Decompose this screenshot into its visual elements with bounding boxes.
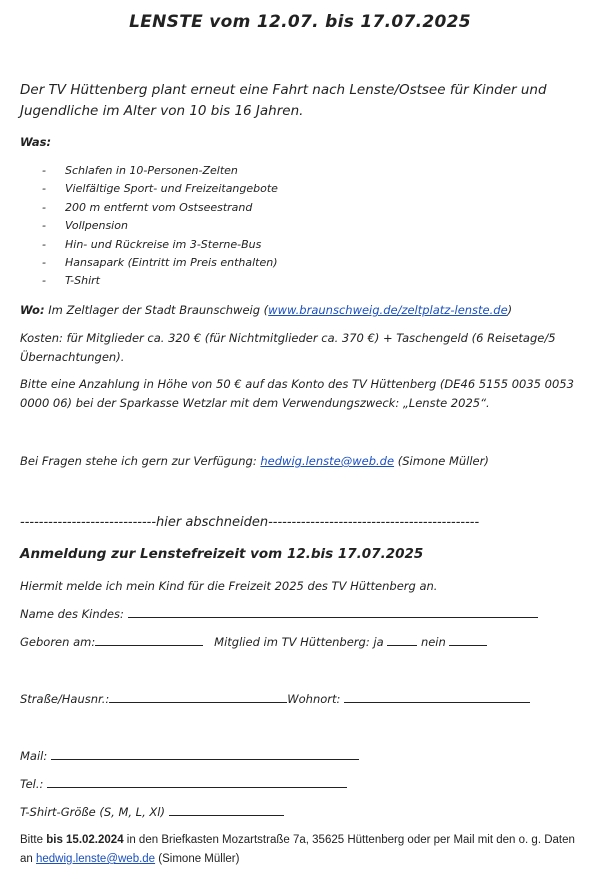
list-item: - Vollpension <box>20 217 278 235</box>
mitglied-label: Mitglied im TV Hüttenberg: ja <box>214 635 384 649</box>
divider-label: hier abschneiden <box>156 515 269 530</box>
wo-text: Im Zeltlager der Stadt Braunschweig ( <box>48 303 269 317</box>
dash-bullet: - <box>42 182 46 196</box>
dash-bullet: - <box>42 255 46 269</box>
strasse-label: Straße/Hausnr.: <box>20 692 110 706</box>
fragen-name: (Simone Müller) <box>394 454 489 468</box>
divider-dashes-right: --------------------------------------------- <box>268 515 480 530</box>
was-list <box>20 162 278 291</box>
tshirt-label: T-Shirt-Größe (S, M, L, Xl) <box>20 805 165 819</box>
page-title: LENSTE vom 12.07. bis 17.07.2025 <box>129 12 471 32</box>
wo-end: ) <box>507 303 513 317</box>
deadline: bis 15.02.2024 <box>46 834 124 846</box>
dash-bullet: - <box>42 237 46 251</box>
geboren-row <box>20 633 580 652</box>
adresse-row <box>20 690 580 709</box>
list-item: - Hin- und Rückreise im 3-Sterne-Bus <box>20 236 278 254</box>
anzahlung-text: Bitte eine Anzahlung in Höhe von 50 € auf das Konto des TV Hüttenberg (DE46 5155 0035 0053 0000 06) bei der Sparkasse Wetzlar mit dem Verwendungszweck: „Lenste 2025“. <box>20 377 574 410</box>
wo-label: Wo: <box>20 303 45 317</box>
name-label: Name des Kindes: <box>20 607 124 621</box>
dash-bullet: - <box>42 274 46 288</box>
footer-text <box>20 831 580 869</box>
form-intro: Hiermit melde ich mein Kind für die Freizeit 2025 des TV Hüttenberg an. <box>20 579 438 593</box>
list-item: - Vielfältige Sport- und Freizeitangebote <box>20 180 278 198</box>
fragen-line <box>20 452 580 471</box>
name-field[interactable] <box>128 605 538 618</box>
tshirt-field[interactable] <box>169 803 284 816</box>
strasse-field[interactable] <box>109 690 287 703</box>
footer-mid: in den Briefkasten Mozartstraße 7a, 35625 Hüttenberg oder per Mail mit den o. g. Daten an <box>20 834 575 865</box>
tel-field[interactable] <box>47 775 347 788</box>
dash-bullet: - <box>42 200 46 214</box>
nein-label: nein <box>420 635 446 649</box>
dash-bullet: - <box>42 219 46 233</box>
list-item: - 200 m entfernt vom Ostseestrand <box>20 199 278 217</box>
mitglied-nein-field[interactable] <box>449 633 487 646</box>
name-row <box>20 605 580 624</box>
footer-post: (Simone Müller) <box>155 853 240 865</box>
list-item: - T-Shirt <box>20 272 278 290</box>
mail-label: Mail: <box>20 749 48 763</box>
wo-line <box>20 301 580 320</box>
braunschweig-link[interactable]: www.braunschweig.de/zeltplatz-lenste.de <box>268 303 508 317</box>
list-item: - Hansapark (Eintritt im Preis enthalten) <box>20 254 278 272</box>
footer-email-link[interactable]: hedwig.lenste@web.de <box>36 853 156 865</box>
mail-field[interactable] <box>51 747 359 760</box>
footer-pre: Bitte <box>20 834 47 846</box>
tel-label: Tel.: <box>20 777 44 791</box>
wohnort-label: Wohnort: <box>287 692 341 706</box>
wohnort-field[interactable] <box>344 690 530 703</box>
tshirt-row <box>20 803 580 822</box>
kosten-text: Kosten: für Mitglieder ca. 320 € (für Nichtmitglieder ca. 370 €) + Taschengeld (6 Reisetage/5 Übernachtungen). <box>20 331 556 364</box>
mitglied-ja-field[interactable] <box>387 633 417 646</box>
email-link[interactable]: hedwig.lenste@web.de <box>260 454 395 468</box>
fragen-text: Bei Fragen stehe ich gern zur Verfügung: <box>20 454 261 468</box>
mail-row <box>20 747 580 766</box>
tel-row <box>20 775 580 794</box>
dash-bullet: - <box>42 164 46 177</box>
divider-dashes-left: ----------------------------- <box>20 515 157 530</box>
geboren-field[interactable] <box>95 633 203 646</box>
form-title: Anmeldung zur Lenstefreizeit vom 12.bis 17.07.2025 <box>20 546 424 562</box>
cut-divider <box>20 515 580 530</box>
list-item: - Schlafen in 10-Personen-Zelten <box>20 162 278 180</box>
intro-text: Der TV Hüttenberg plant erneut eine Fahrt nach Lenste/Ostsee für Kinder und Jugendliche im Alter von 10 bis 16 Jahren. <box>20 82 547 119</box>
was-label: Was: <box>20 135 52 149</box>
geboren-label: Geboren am: <box>20 635 96 649</box>
